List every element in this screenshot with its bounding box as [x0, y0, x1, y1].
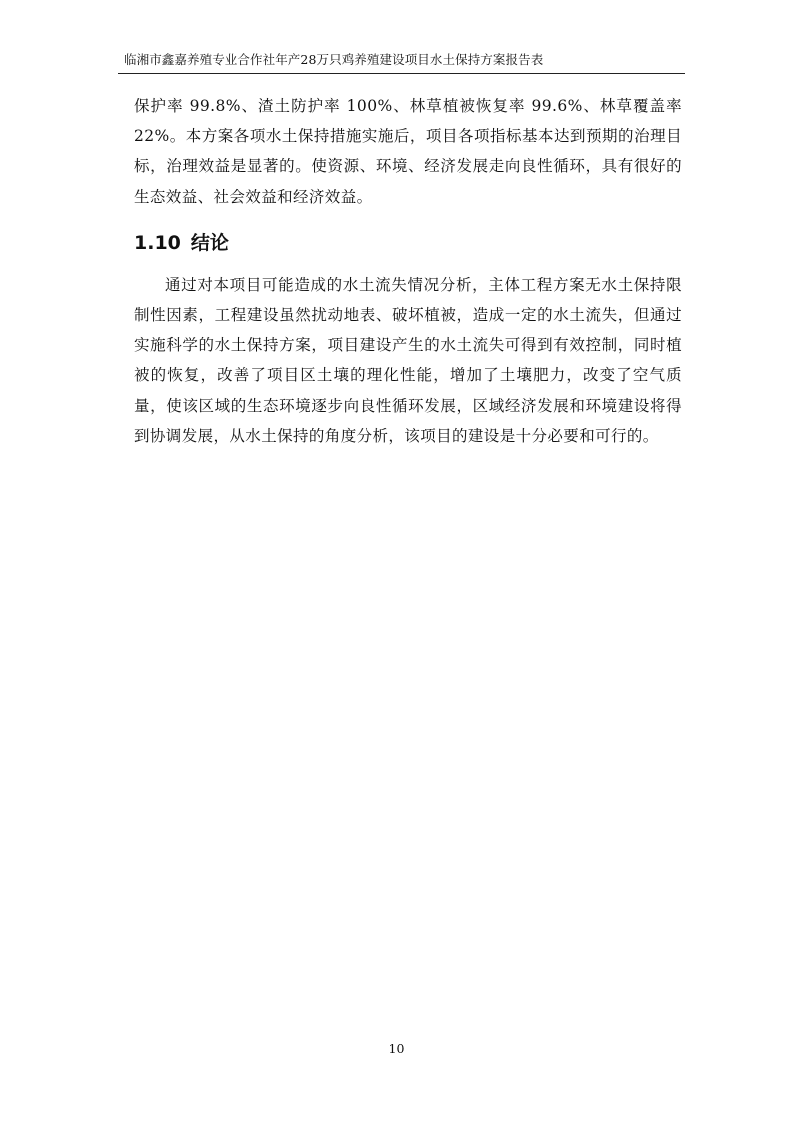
page-content — [134, 91, 682, 451]
page-header — [118, 52, 685, 74]
section-title: 结论 — [190, 231, 229, 254]
section-number: 1.10 — [134, 231, 181, 254]
page-number: 10 — [388, 1041, 405, 1056]
section-heading — [134, 228, 682, 258]
conclusion-paragraph: 通过对本项目可能造成的水土流失情况分析，主体工程方案无水土保持限制性因素，工程建设虽然扰动地表、破坏植被，造成一定的水土流失，但通过实施科学的水土保持方案，项目建设产生的水土流失可得到有效控制，同时植被的恢复，改善了项目区土壤的理化性能，增加了土壤肥力，改变了空气质量，使该区域的生态环境逐步向良性循环发展，区域经济发展和环境建设将得到协调发展，从水土保持的角度分析，该项目的建设是十分必要和可行的。 — [134, 275, 682, 445]
header-title: 临湘市鑫嘉养殖专业合作社年产28万只鸡养殖建设项目水土保持方案报告表 — [124, 52, 544, 67]
continuation-paragraph: 保护率 99.8%、渣土防护率 100%、林草植被恢复率 99.6%、林草覆盖率 22%。本方案各项水土保持措施实施后，项目各项指标基本达到预期的治理目标，治理效益是显著的。使资源、环境、经济发展走向良性循环，具有很好的生态效益、社会效益和经济效益。 — [134, 97, 682, 206]
